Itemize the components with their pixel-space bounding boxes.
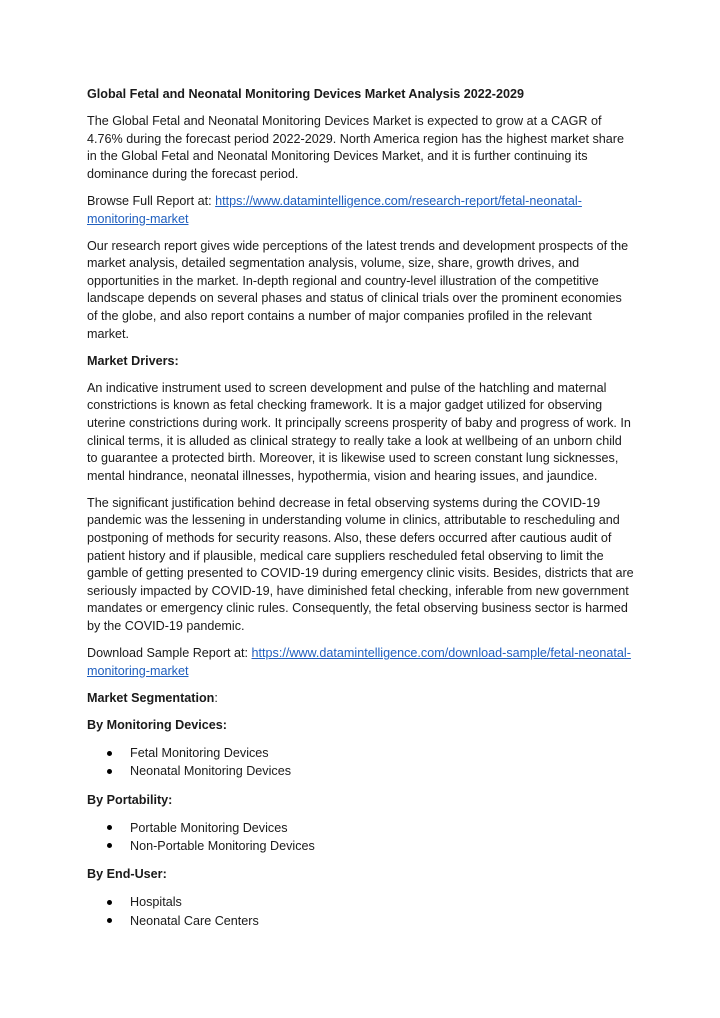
segment-group-heading: By Monitoring Devices: (87, 717, 227, 732)
browse-report-line (87, 193, 634, 228)
drivers-paragraph-1: An indicative instrument used to screen development and pulse of the hatchling and maternal constrictions is known as fetal checking framework. It is a major gadget utilized for observing uterine constrictions during work. It principally screens prosperity of baby and progress of work. In clinical terms, it is alluded as clinical strategy to really take a look at wellbeing of an unborn child to guarantee a protected birth. Moreover, it is likewise used to screen constant lung sicknesses, mental hindrance, neonatal illnesses, hypothermia, vision and hearing issues, and jaundice. (87, 380, 631, 483)
list-item: Non-Portable Monitoring Devices (87, 837, 634, 855)
list-item: Fetal Monitoring Devices (87, 744, 634, 762)
list-item: Neonatal Care Centers (87, 912, 634, 930)
segment-list (87, 819, 634, 856)
drivers-paragraph-2: The significant justification behind decrease in fetal observing systems during the COVID-19 pandemic was the lessening in understanding volume in clinics, attributable to rescheduling and postponing of methods for security reasons. Also, these defers occurred after cautious audit of patient history and if plausible, medical care suppliers rescheduled fetal observing to limit the gamble of getting presented to COVID-19 during emergency clinic visits. Besides, districts that are seriously impacted by COVID-19, have diminished fetal checking, inferable from new government mandates or emergency clinic rules. Consequently, the fetal observing business sector is harmed by the COVID-19 pandemic. (87, 495, 634, 634)
segment-group-heading: By End-User: (87, 867, 167, 882)
document-title: Global Fetal and Neonatal Monitoring Devices Market Analysis 2022-2029 (87, 87, 524, 101)
market-segmentation-heading (87, 690, 634, 708)
download-sample-label: Download Sample Report at: (87, 646, 252, 661)
segment-group-heading: By Portability: (87, 792, 173, 807)
browse-report-label: Browse Full Report at: (87, 193, 216, 208)
segment-list (87, 893, 634, 930)
research-paragraph: Our research report gives wide perceptions of the latest trends and development prospects of the market analysis, detailed segmentation analysis, volume, size, share, growth drives, and opportunities in the market. In-depth regional and country-level illustration of the competitive landscape depends on several phases and status of clinical trials over the prominent economies of the globe, and also report contains a number of major companies profiled in the relevant market. (87, 238, 629, 341)
market-drivers-heading: Market Drivers: (87, 353, 179, 368)
list-item: Hospitals (87, 893, 634, 911)
browse-report-link[interactable]: https://www.datamintelligence.com/research-report/fetal-neonatal-monitoring-market (87, 193, 582, 226)
segment-list (87, 744, 634, 781)
segmentation-colon: : (214, 690, 218, 705)
segmentation-heading-text: Market Segmentation (87, 690, 215, 705)
download-sample-link[interactable]: https://www.datamintelligence.com/download-sample/fetal-neonatal-monitoring-market (87, 646, 631, 678)
download-sample-line (87, 645, 634, 680)
list-item: Portable Monitoring Devices (87, 819, 634, 837)
list-item: Neonatal Monitoring Devices (87, 762, 634, 780)
intro-paragraph: The Global Fetal and Neonatal Monitoring Devices Market is expected to grow at a CAGR of 4.76% during the forecast period 2022-2029. North America region has the highest market share in the Global Fetal and Neonatal Monitoring Devices Market, and it is further continuing its dominance during the forecast period. (87, 114, 624, 181)
